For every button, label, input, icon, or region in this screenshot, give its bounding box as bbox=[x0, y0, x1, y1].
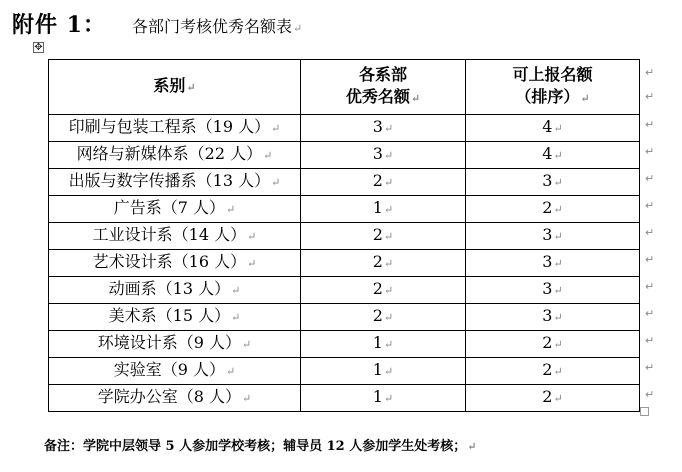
quota-cell bbox=[301, 358, 466, 385]
paragraph-mark-icon: ↵ bbox=[467, 440, 477, 453]
table-row bbox=[49, 115, 640, 142]
report-quota-cell-text: 2 bbox=[542, 387, 553, 406]
report-quota-cell-text: 2 bbox=[542, 198, 553, 217]
paragraph-mark-icon: ↵ bbox=[383, 392, 394, 405]
paragraph-mark-icon: ↵ bbox=[383, 149, 394, 162]
department-cell-text: 学院办公室（8 人） bbox=[97, 387, 242, 406]
quota-cell bbox=[301, 223, 466, 250]
paragraph-mark-icon: ↵ bbox=[271, 176, 281, 189]
row-end-mark-icon: ↵ bbox=[645, 307, 655, 320]
header-label-line2: 优秀名额 bbox=[345, 87, 410, 106]
paragraph-mark-icon: ↵ bbox=[383, 122, 394, 135]
paragraph-mark-icon: ↵ bbox=[242, 338, 252, 351]
report-quota-cell-text: 3 bbox=[542, 171, 553, 190]
report-quota-cell-text: 2 bbox=[542, 360, 553, 379]
paragraph-mark-icon: ↵ bbox=[231, 284, 241, 297]
table-row bbox=[49, 223, 640, 250]
paragraph-mark-icon: ↵ bbox=[553, 284, 563, 297]
quota-cell-text: 2 bbox=[372, 306, 383, 325]
header-label: 可上报名额 bbox=[512, 65, 593, 84]
paragraph-mark-icon: ↵ bbox=[553, 311, 563, 324]
report-quota-cell bbox=[466, 304, 640, 331]
paragraph-mark-icon: ↵ bbox=[383, 311, 394, 324]
document-subtitle: 各部门考核优秀名额表 bbox=[131, 17, 292, 36]
quota-cell bbox=[301, 331, 466, 358]
quota-cell-text: 2 bbox=[372, 225, 383, 244]
quota-cell-text: 2 bbox=[372, 252, 383, 271]
table-row bbox=[49, 142, 640, 169]
paragraph-mark-icon: ↵ bbox=[553, 122, 563, 135]
quota-cell-text: 1 bbox=[372, 360, 383, 379]
quota-cell bbox=[301, 250, 466, 277]
row-end-mark-icon: ↵ bbox=[645, 334, 655, 347]
department-cell-text: 网络与新媒体系（22 人） bbox=[76, 144, 263, 163]
paragraph-mark-icon: ↵ bbox=[553, 365, 563, 378]
quota-table bbox=[48, 59, 640, 412]
header-cell bbox=[301, 60, 466, 115]
department-cell-text: 广告系（7 人） bbox=[113, 198, 226, 217]
row-end-mark-icon: ↵ bbox=[645, 90, 655, 103]
row-end-mark-icon: ↵ bbox=[645, 361, 655, 374]
report-quota-cell-text: 4 bbox=[542, 144, 553, 163]
quota-cell-text: 1 bbox=[372, 198, 383, 217]
paragraph-mark-icon: ↵ bbox=[383, 257, 394, 270]
department-cell-text: 环境设计系（9 人） bbox=[97, 333, 242, 352]
quota-cell bbox=[301, 385, 466, 412]
report-quota-cell bbox=[466, 196, 640, 223]
report-quota-cell-text: 3 bbox=[542, 225, 553, 244]
report-quota-cell bbox=[466, 142, 640, 169]
paragraph-mark-icon: ↵ bbox=[226, 203, 236, 216]
report-quota-cell-text: 2 bbox=[542, 333, 553, 352]
paragraph-mark-icon: ↵ bbox=[383, 284, 394, 297]
paragraph-mark-icon: ↵ bbox=[410, 92, 421, 105]
department-cell-text: 艺术设计系（16 人） bbox=[92, 252, 247, 271]
report-quota-cell bbox=[466, 169, 640, 196]
table-body bbox=[49, 115, 640, 412]
quota-cell-text: 3 bbox=[372, 144, 383, 163]
department-cell-text: 动画系（13 人） bbox=[108, 279, 231, 298]
row-end-mark-icon: ↵ bbox=[645, 280, 655, 293]
table-row bbox=[49, 277, 640, 304]
department-cell-text: 印刷与包装工程系（19 人） bbox=[68, 117, 271, 136]
department-cell bbox=[49, 277, 301, 304]
quota-cell bbox=[301, 304, 466, 331]
paragraph-mark-icon: ↵ bbox=[186, 81, 196, 94]
table-move-handle-icon[interactable]: ✥ bbox=[34, 42, 43, 53]
paragraph-mark-icon: ↵ bbox=[553, 338, 563, 351]
paragraph-mark-icon: ↵ bbox=[553, 230, 563, 243]
quota-cell bbox=[301, 115, 466, 142]
header-cell bbox=[466, 60, 640, 115]
paragraph-mark-icon: ↵ bbox=[553, 203, 563, 216]
paragraph-mark-icon: ↵ bbox=[553, 257, 563, 270]
department-cell bbox=[49, 115, 301, 142]
report-quota-cell-text: 3 bbox=[542, 252, 553, 271]
table-row bbox=[49, 385, 640, 412]
department-cell-text: 出版与数字传播系（13 人） bbox=[68, 171, 271, 190]
row-end-mark-icon: ↵ bbox=[645, 199, 655, 212]
report-quota-cell-text: 3 bbox=[542, 279, 553, 298]
quota-cell-text: 2 bbox=[372, 171, 383, 190]
department-cell bbox=[49, 358, 301, 385]
paragraph-mark-icon: ↵ bbox=[247, 257, 257, 270]
department-cell bbox=[49, 196, 301, 223]
report-quota-cell bbox=[466, 115, 640, 142]
table-row bbox=[49, 196, 640, 223]
table-row bbox=[49, 250, 640, 277]
paragraph-mark-icon: ↵ bbox=[271, 122, 281, 135]
report-quota-cell bbox=[466, 250, 640, 277]
paragraph-mark-icon: ↵ bbox=[553, 149, 563, 162]
title-line bbox=[12, 8, 302, 44]
report-quota-cell bbox=[466, 223, 640, 250]
quota-cell bbox=[301, 196, 466, 223]
paragraph-mark-icon: ↵ bbox=[292, 22, 303, 35]
paragraph-mark-icon: ↵ bbox=[553, 176, 563, 189]
report-quota-cell bbox=[466, 358, 640, 385]
paragraph-mark-icon: ↵ bbox=[553, 392, 563, 405]
row-end-mark-icon: ↵ bbox=[645, 66, 655, 79]
table-row bbox=[49, 304, 640, 331]
department-cell bbox=[49, 385, 301, 412]
header-label: 各系部 bbox=[358, 65, 407, 84]
row-end-mark-icon: ↵ bbox=[645, 253, 655, 266]
quota-cell bbox=[301, 142, 466, 169]
paragraph-mark-icon: ↵ bbox=[226, 365, 236, 378]
department-cell-text: 工业设计系（14 人） bbox=[92, 225, 247, 244]
row-end-mark-icon: ↵ bbox=[645, 118, 655, 131]
footer-note-text: 备注：学院中层领导 5 人参加学校考核；辅导员 12 人参加学生处考核； bbox=[44, 439, 467, 454]
quota-cell-text: 3 bbox=[372, 117, 383, 136]
attachment-heading: 附件 1： bbox=[12, 12, 106, 38]
quota-cell-text: 2 bbox=[372, 279, 383, 298]
report-quota-cell-text: 4 bbox=[542, 117, 553, 136]
row-end-mark-icon: ↵ bbox=[645, 388, 655, 401]
table-row bbox=[49, 169, 640, 196]
paragraph-mark-icon: ↵ bbox=[383, 230, 394, 243]
department-cell-text: 美术系（15 人） bbox=[108, 306, 231, 325]
quota-cell-text: 1 bbox=[372, 333, 383, 352]
department-cell bbox=[49, 304, 301, 331]
header-label: 系别 bbox=[153, 76, 186, 95]
department-cell bbox=[49, 223, 301, 250]
quota-cell-text: 1 bbox=[372, 387, 383, 406]
table-row bbox=[49, 331, 640, 358]
row-end-mark-icon: ↵ bbox=[645, 145, 655, 158]
paragraph-mark-icon: ↵ bbox=[247, 230, 257, 243]
paragraph-mark-icon: ↵ bbox=[383, 338, 394, 351]
row-end-mark-icon: ↵ bbox=[645, 226, 655, 239]
row-end-mark-icon: ↵ bbox=[645, 172, 655, 185]
quota-cell bbox=[301, 169, 466, 196]
paragraph-mark-icon: ↵ bbox=[383, 203, 394, 216]
department-cell-text: 实验室（9 人） bbox=[113, 360, 226, 379]
department-cell bbox=[49, 169, 301, 196]
department-cell bbox=[49, 142, 301, 169]
footer-note bbox=[44, 435, 476, 454]
paragraph-mark-icon: ↵ bbox=[383, 176, 394, 189]
paragraph-mark-icon: ↵ bbox=[242, 392, 252, 405]
report-quota-cell bbox=[466, 385, 640, 412]
department-cell bbox=[49, 250, 301, 277]
department-cell bbox=[49, 331, 301, 358]
table-row bbox=[49, 358, 640, 385]
report-quota-cell-text: 3 bbox=[542, 306, 553, 325]
quota-cell bbox=[301, 277, 466, 304]
report-quota-cell bbox=[466, 331, 640, 358]
header-cell bbox=[49, 60, 301, 115]
paragraph-mark-icon: ↵ bbox=[580, 92, 590, 105]
paragraph-mark-icon: ↵ bbox=[263, 149, 273, 162]
paragraph-mark-icon: ↵ bbox=[383, 365, 394, 378]
report-quota-cell bbox=[466, 277, 640, 304]
header-label-line2: （排序） bbox=[515, 87, 580, 106]
paragraph-mark-icon: ↵ bbox=[231, 311, 241, 324]
table-header-row bbox=[49, 60, 640, 115]
table-resize-handle[interactable] bbox=[640, 407, 649, 416]
